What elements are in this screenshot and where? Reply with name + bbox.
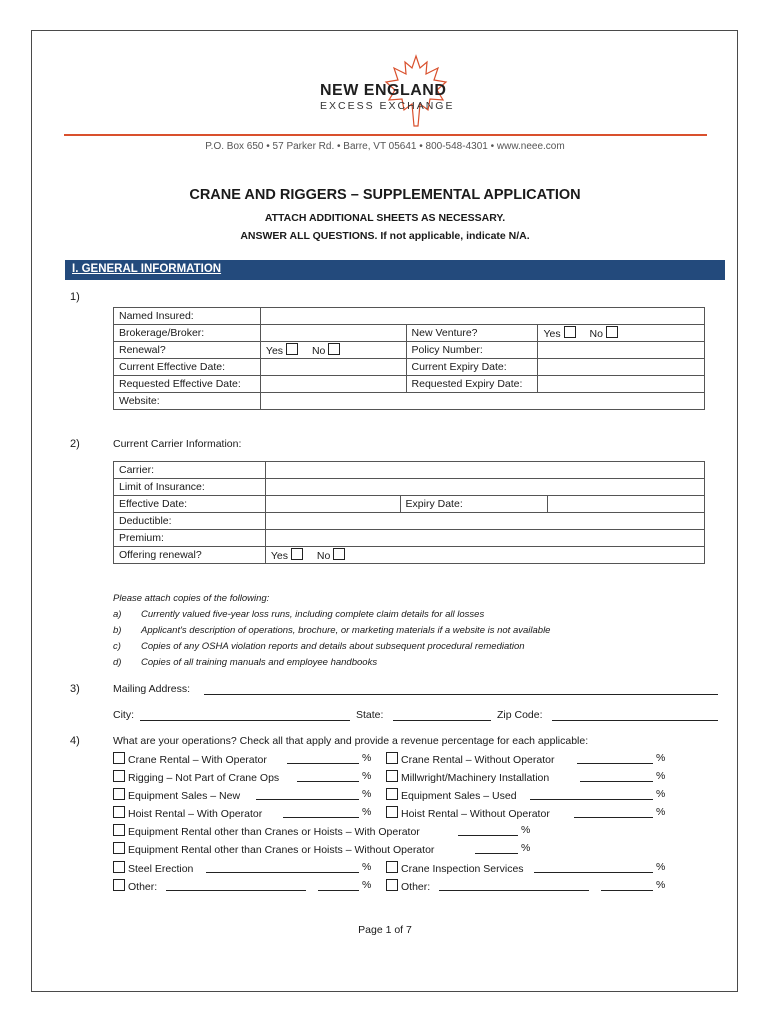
question-number-1: 1) — [70, 291, 80, 303]
current-effective-label: Current Effective Date: — [114, 359, 261, 376]
op-steel-label: Steel Erection — [128, 863, 194, 875]
op-right-2 — [386, 770, 549, 784]
new-venture-label: New Venture? — [406, 325, 538, 342]
op-steel — [113, 861, 193, 875]
page-number: Page 1 of 7 — [358, 924, 412, 936]
named-insured-field[interactable] — [260, 308, 704, 325]
pct-sign: % — [656, 788, 666, 800]
renewal-yes-checkbox[interactable] — [286, 343, 298, 355]
op-left-1 — [113, 752, 267, 766]
op-right-4 — [386, 806, 550, 820]
requested-expiry-field[interactable] — [538, 376, 705, 393]
current-effective-field[interactable] — [260, 359, 406, 376]
op-right-2-label: Millwright/Machinery Installation — [401, 772, 550, 784]
op-other-right-name-field[interactable] — [439, 880, 589, 891]
op-full-1-pct-field[interactable] — [458, 825, 518, 836]
current-expiry-label: Current Expiry Date: — [406, 359, 538, 376]
attach-letter-c: c) — [113, 641, 121, 652]
pct-sign: % — [656, 752, 666, 764]
op-right-4-pct-field[interactable] — [574, 807, 653, 818]
effective-date-field[interactable] — [265, 496, 400, 513]
op-right-3 — [386, 788, 517, 802]
op-full-2-label: Equipment Rental other than Cranes or Hoists – Without Operator — [128, 844, 435, 856]
attach-intro: Please attach copies of the following: — [113, 593, 270, 604]
op-full-1-label: Equipment Rental other than Cranes or Hoists – With Operator — [128, 826, 420, 838]
question-number-2: 2) — [70, 438, 80, 450]
new-venture-yes-checkbox[interactable] — [564, 326, 576, 338]
carrier-heading: Current Carrier Information: — [113, 438, 242, 450]
instruction-1: ATTACH ADDITIONAL SHEETS AS NECESSARY. — [264, 212, 506, 224]
pct-sign: % — [362, 861, 372, 873]
deductible-field[interactable] — [265, 513, 704, 530]
pct-sign: % — [656, 806, 666, 818]
op-left-4-pct-field[interactable] — [283, 807, 359, 818]
op-full-1 — [113, 824, 420, 838]
op-right-4-label: Hoist Rental – Without Operator — [401, 808, 550, 820]
attach-letter-d: d) — [113, 657, 122, 668]
op-right-1 — [386, 752, 555, 766]
pct-sign: % — [521, 842, 531, 854]
logo-subtitle: EXCESS EXCHANGE — [320, 100, 455, 112]
premium-field[interactable] — [265, 530, 704, 547]
op-right-1-pct-field[interactable] — [577, 753, 653, 764]
op-inspection-checkbox[interactable] — [386, 861, 398, 873]
pct-sign: % — [656, 770, 666, 782]
op-left-1-checkbox[interactable] — [113, 752, 125, 764]
offering-yes-checkbox[interactable] — [291, 548, 303, 560]
carrier-field[interactable] — [265, 462, 704, 479]
op-other-left-checkbox[interactable] — [113, 879, 125, 891]
op-left-2 — [113, 770, 279, 784]
op-inspection-label: Crane Inspection Services — [401, 863, 524, 875]
op-left-1-pct-field[interactable] — [287, 753, 359, 764]
op-steel-checkbox[interactable] — [113, 861, 125, 873]
state-label: State: — [356, 709, 384, 721]
carrier-label: Carrier: — [114, 462, 266, 479]
premium-label: Premium: — [114, 530, 266, 547]
op-right-1-checkbox[interactable] — [386, 752, 398, 764]
pct-sign: % — [362, 788, 372, 800]
pct-sign: % — [362, 752, 372, 764]
city-label: City: — [113, 709, 134, 721]
zip-field[interactable] — [552, 710, 718, 721]
op-left-2-checkbox[interactable] — [113, 770, 125, 782]
yes-label: Yes — [270, 550, 288, 562]
pct-sign: % — [656, 861, 666, 873]
op-other-left — [113, 879, 157, 893]
new-venture-options — [538, 325, 705, 342]
op-right-3-checkbox[interactable] — [386, 788, 398, 800]
current-expiry-field[interactable] — [538, 359, 705, 376]
attach-letter-b: b) — [113, 625, 122, 636]
question-number-4: 4) — [70, 735, 80, 747]
company-address: P.O. Box 650 • 57 Parker Rd. • Barre, VT 05641 • 800-548-4301 • www.neee.com — [205, 141, 565, 152]
op-left-3-pct-field[interactable] — [256, 789, 359, 800]
op-right-3-pct-field[interactable] — [530, 789, 653, 800]
op-left-4 — [113, 806, 262, 820]
op-left-4-checkbox[interactable] — [113, 806, 125, 818]
offering-renewal-label: Offering renewal? — [114, 547, 266, 564]
pct-sign: % — [362, 879, 372, 891]
expiry-date-label: Expiry Date: — [400, 496, 548, 513]
op-left-3-checkbox[interactable] — [113, 788, 125, 800]
op-other-right-label: Other: — [401, 881, 431, 893]
attach-item-b: Applicant's description of operations, brochure, or marketing materials if a website is not available — [141, 625, 551, 636]
op-inspection-pct-field[interactable] — [534, 862, 653, 873]
op-full-1-checkbox[interactable] — [113, 824, 125, 836]
offering-no-checkbox[interactable] — [333, 548, 345, 560]
mailing-label: Mailing Address: — [113, 683, 191, 695]
brokerage-field[interactable] — [260, 325, 406, 342]
op-right-2-pct-field[interactable] — [580, 771, 653, 782]
op-full-2-pct-field[interactable] — [475, 843, 518, 854]
requested-expiry-label: Requested Expiry Date: — [406, 376, 538, 393]
op-right-1-label: Crane Rental – Without Operator — [401, 754, 555, 766]
zip-label: Zip Code: — [497, 709, 543, 721]
op-left-3-label: Equipment Sales – New — [128, 790, 241, 802]
section-title: I. GENERAL INFORMATION — [72, 263, 222, 275]
limit-field[interactable] — [265, 479, 704, 496]
requested-effective-field[interactable] — [260, 376, 406, 393]
op-left-2-pct-field[interactable] — [297, 771, 359, 782]
operations-question: What are your operations? Check all that apply and provide a revenue percentage for each applicable: — [113, 735, 589, 747]
pct-sign: % — [362, 770, 372, 782]
op-right-4-checkbox[interactable] — [386, 806, 398, 818]
op-steel-pct-field[interactable] — [206, 862, 359, 873]
named-insured-label: Named Insured: — [114, 308, 261, 325]
city-field[interactable] — [140, 710, 350, 721]
general-info-table — [113, 307, 705, 410]
deductible-label: Deductible: — [114, 513, 266, 530]
op-other-right-checkbox[interactable] — [386, 879, 398, 891]
pct-sign: % — [521, 824, 531, 836]
carrier-table — [113, 461, 705, 564]
logo-name: NEW ENGLAND — [320, 82, 447, 99]
pct-sign: % — [362, 806, 372, 818]
op-left-4-label: Hoist Rental – With Operator — [128, 808, 263, 820]
yes-label: Yes — [265, 345, 284, 357]
website-field[interactable] — [260, 393, 704, 410]
attach-item-a: Currently valued five-year loss runs, including complete claim details for all losses — [141, 609, 485, 620]
op-full-2 — [113, 842, 434, 856]
pct-sign: % — [656, 879, 666, 891]
op-other-left-pct-field[interactable] — [318, 880, 359, 891]
op-left-3 — [113, 788, 240, 802]
op-other-left-label: Other: — [128, 881, 158, 893]
yes-label: Yes — [543, 328, 561, 340]
op-left-1-label: Crane Rental – With Operator — [128, 754, 267, 766]
attach-item-c: Copies of any OSHA violation reports and details about subsequent procedural remediation — [141, 641, 525, 652]
renewal-label: Renewal? — [114, 342, 261, 359]
policy-number-label: Policy Number: — [406, 342, 538, 359]
offering-renewal-options — [265, 547, 704, 564]
renewal-options — [260, 342, 406, 359]
website-label: Website: — [114, 393, 261, 410]
op-right-2-checkbox[interactable] — [386, 770, 398, 782]
effective-date-label: Effective Date: — [114, 496, 266, 513]
policy-number-field[interactable] — [538, 342, 705, 359]
op-other-right-pct-field[interactable] — [601, 880, 653, 891]
op-inspection — [386, 861, 524, 875]
op-left-2-label: Rigging – Not Part of Crane Ops — [128, 772, 280, 784]
op-full-2-checkbox[interactable] — [113, 842, 125, 854]
attach-letter-a: a) — [113, 609, 122, 620]
state-field[interactable] — [393, 710, 491, 721]
no-label: No — [311, 345, 326, 357]
requested-effective-label: Requested Effective Date: — [114, 376, 261, 393]
header-rule — [64, 134, 707, 136]
attach-item-d: Copies of all training manuals and employee handbooks — [141, 657, 378, 668]
mailing-address-field[interactable] — [204, 684, 718, 695]
no-label: No — [316, 550, 331, 562]
question-number-3: 3) — [70, 683, 80, 695]
instruction-2: ANSWER ALL QUESTIONS. If not applicable, indicate N/A. — [240, 230, 530, 242]
expiry-date-field[interactable] — [548, 496, 705, 513]
limit-label: Limit of Insurance: — [114, 479, 266, 496]
op-right-3-label: Equipment Sales – Used — [401, 790, 517, 802]
renewal-no-checkbox[interactable] — [328, 343, 340, 355]
brokerage-label: Brokerage/Broker: — [114, 325, 261, 342]
op-other-right — [386, 879, 430, 893]
op-other-left-name-field[interactable] — [166, 880, 306, 891]
new-venture-no-checkbox[interactable] — [606, 326, 618, 338]
no-label: No — [589, 328, 603, 340]
form-title: CRANE AND RIGGERS – SUPPLEMENTAL APPLICATION — [189, 187, 581, 203]
